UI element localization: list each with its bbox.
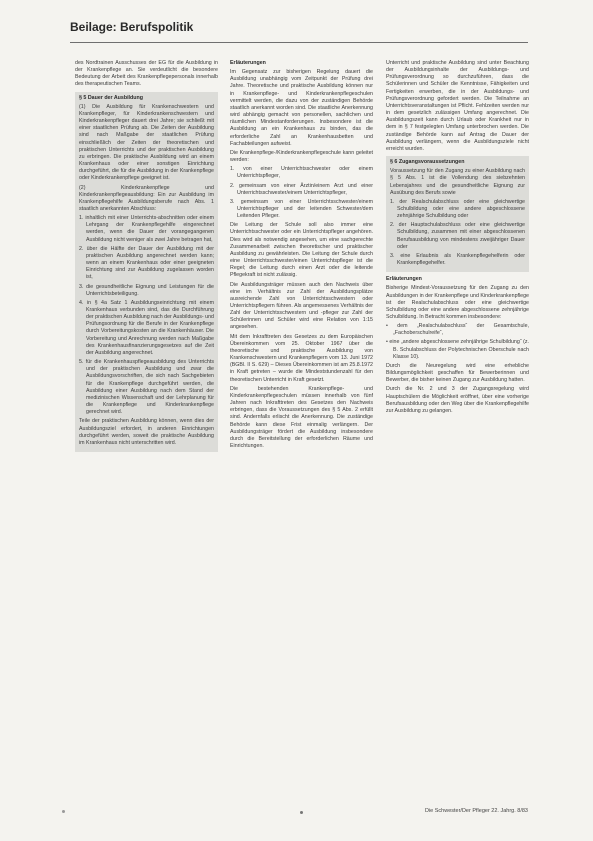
column-2 (230, 60, 373, 800)
list-item: 3. die gesundheitliche Eignung und Leistungen für die Unterrichtsbeteiligung. (79, 283, 214, 297)
section-5-box (75, 92, 218, 452)
list-item: 3. eine Erlaubnis als Krankenpflegehelferin oder Krankenpflegehelfer. (390, 252, 525, 267)
list-item: 3. gemeinsam von einer Unterrichtsschwester/einem Unterrichtspfleger und der leitenden Schwester/dem Leitenden Pfleger. (230, 198, 373, 220)
explanations-title: Erläuterungen (230, 60, 266, 66)
col1-intro: des Nordtrainen Ausschusses der EG für die Ausbildung in der Krankenpflege an. Sie verdeutlicht die besondere Bedeutung der Arbeit des Krankenpflegepersonals innerhalb des therapeutischen Teams. (75, 60, 218, 88)
section-5-paragraph: (2) Kinderkrankenpflege und Kinderkrankenpflegeausbildung: Ein zur Ausbildung im Krankenpflegehilfe Ausbildungsberufe nach Abs. 1 staatlich anerkannten Abschluss: (79, 184, 214, 212)
list-item: 1. der Realschulabschluss oder eine gleichwertige Schulbildung oder eine andere abgeschlossene zehnjährige Schulbildung oder (390, 198, 525, 220)
list-item: 4. in § 4a Satz 1 Ausbildungseinrichtung mit einem Krankenhaus verbunden sind, das die Durchführung der praktischen Ausbildung nach der Ausbildungs- und Prüfungsordnung für die Berufe in der Krankenpflege durch Vorbereitungskosten an die Krankenhäuser. Die Vorbereitung und Anrechnung werden nach Maßgabe des Krankenhausfinanzierungsgesetzes auf die Zeit der Ausbildung angerechnet. (79, 299, 214, 356)
list-item: 2. der Hauptschulabschluss oder eine gleichwertige Schulbildung, zusammen mit einer abgeschlossenen Berufsausbildung von mindestens zweijähriger Dauer oder (390, 222, 525, 250)
list-item: 2. gemeinsam von einer Ärztin/einem Arzt und einer Unterrichtsschwester/einem Unterrichtspfleger, (230, 182, 373, 196)
section-5-closing: Teile der praktischen Ausbildung können, wenn dies der Ausbildungsziel erfordert, in anderen Einrichtungen durchgeführt werden, soweit die praktische Ausbildung im Krankenhaus nicht unterschritten wird. (79, 418, 214, 446)
paragraph: Durch die Nr. 2 und 3 der Zugangsregelung wird Hauptschülern die Möglichkeit eröffnet, über eine vorherige Berufsausbildung oder den Weg über die Krankenpflegehilfe zur Ausbildung zu gelangen. (386, 386, 529, 414)
section-5-paragraph: (1) Die Ausbildung für Krankenschwestern und Krankenpfleger, für Kinderkrankenschwestern und Kinderkrankenpfleger dauert drei Jahre; sie schließt mit einer staatlichen Prüfung ab. Die Zeiten der Ausbildung sind nach Maßgabe der staatlichen Prüfung einschließlich der Zeiten der theoretischen und praktischen Unterrichts und der praktischen Ausbildung zu erbringen. Die praktische Ausbildung wird an einem Krankenhaus oder einer sonstigen Einrichtung durchgeführt, die für die Ausbildung in der Krankenpflege oder Kinderkrankenpflege geeignet ist. (79, 103, 214, 182)
paragraph: Mit dem Inkrafttreten des Gesetzes zu dem Europäischen Übereinkommen vom 25. Oktober 1967 über die theoretische und praktische Ausbildung von Krankenschwestern und Krankenpflegern vom 13. Juni 1972 (BGBl. II S. 629) – Dieses Übereinkommen ist am 25.8.1972 in Kraft getreten – wurde die Mindeststundenzahl für den theoretischen Unterricht in Kraft gesetzt. (230, 333, 373, 383)
list-item: 1. inhaltlich mit einer Unterrichts-abschnitten oder einem Lehrgang der Krankenpflegehilfe eingerechnet werden, wenn die Dauer der vorangegangenen Ausbildung nicht weniger als zwei Jahre betragen hat, (79, 215, 214, 243)
page-header (70, 20, 530, 34)
list-item: 5. für die Krankenhauspflegeausbildung des Unterrichts und der praktischen Ausbildung und zwar die Ausbildungsvorschriften, die sich nach Sachgebieten für die Krankenpflege durchgeführt werden, die Ausbildung einer Ausbildung nach dem Stand der medizinischen Wissenschaft und der Lehrplanung für die Krankenpflege und Kinderkrankenpflege gerechnet wird. (79, 359, 214, 416)
page-dot (300, 811, 303, 814)
paragraph: Die Leitung der Schule soll also immer eine Unterrichtsschwester oder ein Unterrichtspfleger angehören. Dies wird als notwendig angesehen, um eine sachgerechte Zusammenarbeit zwischen theoretischer und praktischer Ausbildung zu gewährleisten. Die Leitung der Schule durch eine Unterrichtsschwester/einen Unterrichtspfleger ist die Regel; die Leitung durch einen Arzt oder die leitende Pflegekraft ist nicht zulässig. (230, 222, 373, 279)
paragraph: Im Gegensatz zur bisherigen Regelung dauert die Ausbildung unabhängig vom Zeitpunkt der Prüfung drei Jahre. Theoretische und praktische Ausbildung können nur in Krankenpflege- und Kinderkrankenpflegeschulen vermittelt werden, die dazu von der zuständigen Behörde staatlich anerkannt worden sind. Die staatliche Anerkennung wird abhängig gemacht von personellen, sachlichen und räumlichen Mindestanforderungen. Insbesondere ist die Ausbildung an ein Krankenhaus zu binden, das die erforderliche Zahl an Krankenhausbetten und Fachabteilungen aufweist. (230, 69, 373, 147)
list-item: • eine „andere abgeschlossene zehnjährige Schulbildung“ (z. B. Schulabschluss der Polytechnischen Oberschule nach Klasse 10). (386, 339, 529, 360)
column-1 (75, 60, 218, 800)
paragraph: Die bestehenden Krankenpflege- und Kinderkrankenpflegeschulen müssen innerhalb von fünf Jahren nach Inkrafttreten des Gesetzes den Nachweis erbringen, dass die Voraussetzungen des § 5 Abs. 2 erfüllt sind. Andernfalls erlischt die Anerkennung. Die zuständige Behörde kann diese Frist einmalig verlängern. Der Ausbildungsträger fördert die Ausbildung insbesondere durch die Bereitstellung der erforderlichen Räume und Einrichtungen. (230, 385, 373, 449)
explanations-title: Erläuterungen (386, 276, 422, 283)
col3-intro: Unterricht und praktische Ausbildung sind unter Beachtung der Ausbildungsinhalte der Ausbildungs- und Prüfungsverordnung so durchzuführen, dass die Schülerinnen und Schüler die Kenntnisse, Fähigkeiten und Fertigkeiten erwerben, die in der Ausbildungs- und Prüfungsverordnung gefordert werden. Die Teilnahme an Unterrichtsveranstaltungen ist Pflicht. Fehlzeiten werden nur in dem gesetzlich zulässigen Umfang angerechnet. Die Ausbildungszeit kann durch Urlaub oder Krankheit nur in dem in § 7 festgelegten Umfang unterbrochen werden. Die zuständige Behörde kann auf Antrag die Dauer der Ausbildung verlängern, wenn die Ausbildungsziele nicht erreicht wurden. (386, 60, 529, 152)
section-5-title: § 5 Dauer der Ausbildung (79, 94, 143, 101)
section-6-title: § 6 Zugangsvoraussetzungen (390, 159, 465, 166)
paragraph: Die Ausbildungsträger müssen auch den Nachweis über eine im Verhältnis zur Zahl der Ausbildungsplätze ausreichende Zahl von Unterrichtsschwestern oder Unterrichtspflegern führen. Als angemessenes Verhältnis der Zahl der Unterrichtsschwestern und -pfleger zur Zahl der Schülerinnen und Schüler wird eine Relation von 1:15 angesehen. (230, 281, 373, 331)
section-6-paragraph: Voraussetzung für den Zugang zu einer Ausbildung nach § 5 Abs. 1 ist die Vollendung des siebzehnten Lebensjahres und die gesundheitliche Eignung zur Ausübung des Berufs sowie (390, 168, 525, 196)
list-item: 1. von einer Unterrichtsschwester oder einem Unterrichtspfleger, (230, 166, 373, 180)
list-item: 2. über die Hälfte der Dauer der Ausbildung mit der praktischen Ausbildung angerechnet werden kann; wenn an einem Krankenhaus oder einer geeigneten Einrichtung sind zur Ausbildung zugelassen worden ist, (79, 245, 214, 281)
column-3 (386, 60, 529, 800)
paragraph: Bisherige Mindest-Voraussetzung für den Zugang zu den Ausbildungen in der Krankenpflege und Kinderkrankenpflege ist der Realschulabschluss oder eine gleichwertige Schulbildung oder eine andere abgeschlossene zehnjährige Schulbildung. In Betracht kommen insbesondere: (386, 285, 529, 320)
header-rule (70, 42, 528, 43)
section-6-box (386, 156, 529, 272)
footer-journal: Die Schwester/Der Pfleger 22. Jahrg. 8/83 (424, 808, 528, 814)
page-dot (62, 810, 65, 813)
header-title: Beilage: Berufspolitik (70, 20, 194, 34)
paragraph: Durch die Neuregelung wird eine erhebliche Bildungsmöglichkeit geschaffen für Bewerberinnen und Bewerber, die bisher keinen Zugang zur Ausbildung hatten. (386, 362, 529, 384)
paragraph: Die Krankenpflege-/Kinderkrankenpflegeschule kann geleitet werden: (230, 149, 373, 164)
list-item: • dem „Realschulabschluss“ der Gesamtschule, „Fachoberschulreife“, (386, 323, 529, 337)
page-footer (386, 808, 528, 814)
